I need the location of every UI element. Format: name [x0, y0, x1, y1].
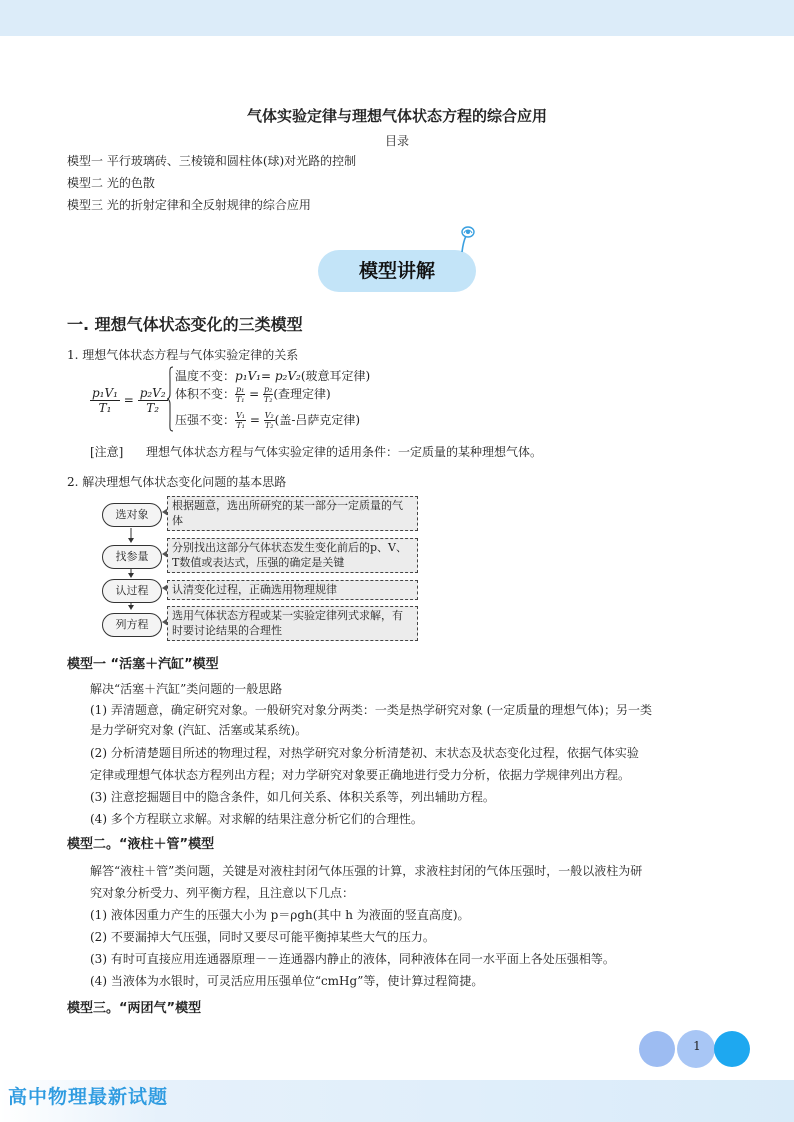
law-expression: p₁V₁= p₂V₂	[235, 369, 301, 383]
law-name: (盖-吕萨克定律)	[274, 413, 361, 427]
fraction-denominator: T₂	[263, 395, 273, 404]
toc-item[interactable]: 模型三 光的折射定律和全反射规律的综合应用	[67, 198, 311, 212]
condition-label: 温度不变：	[175, 369, 236, 383]
fraction-denominator: T₂	[146, 401, 160, 415]
paragraph-line: (3) 有时可直接应用连通器原理－－连通器内静止的液体，同种液体在同一水平面上各处压强相等。	[90, 952, 615, 966]
paragraph-line: 解答“液柱＋管”类问题，关键是对液柱封闭气体压强的计算，求液柱封闭的气体压强时，一般以液柱为研	[90, 864, 643, 878]
item-heading: 2. 解决理想气体状态变化问题的基本思路	[67, 475, 287, 489]
flow-step-oval: 列方程	[102, 613, 162, 637]
charles-law-line: 体积不变： $\frac{\text{p₁}}{\text{T₁}}$ = $\frac{\text{p₂}}{\text{T₂}}$ (查理定律)	[175, 385, 331, 404]
paragraph-line: (3) 注意挖掘题目中的隐含条件，如几何关系、体积关系等，列出辅助方程。	[90, 790, 495, 804]
model-heading: 模型一 “活塞＋汽缸”模型	[67, 657, 219, 672]
law-name: (查理定律)	[273, 387, 331, 401]
paragraph-line: (1) 液体因重力产生的压强大小为 p＝ρgh(其中 h 为液面的竖直高度)。	[90, 908, 470, 922]
condition-label: 体积不变：	[175, 387, 236, 401]
section-badge: 模型讲解	[318, 250, 476, 292]
model-heading: 模型三。“两团气”模型	[67, 1001, 202, 1016]
fraction-numerator: p₁V₁	[92, 386, 118, 400]
paragraph-line: (4) 多个方程联立求解。对求解的结果注意分析它们的合理性。	[90, 812, 423, 826]
left-brace	[166, 366, 174, 432]
paragraph-line: (2) 不要漏掉大气压强，同时又要尽可能平衡掉某些大气的压力。	[90, 930, 435, 944]
flow-step-oval: 找参量	[102, 545, 162, 569]
note-tag: [注意]	[90, 445, 124, 459]
fraction-denominator: T₁	[98, 401, 112, 415]
fraction-denominator: T₁	[235, 395, 245, 404]
fraction-numerator: p₂	[264, 385, 273, 394]
fraction-numerator: V₁	[236, 411, 245, 420]
flow-step-description: 分别找出这部分气体状态发生变化前后的p、V、T数值或表达式，压强的确定是关键	[167, 538, 418, 573]
paragraph-line: (4) 当液体为水银时，可灵活应用压强单位“cmHg”等，使计算过程简捷。	[90, 974, 484, 988]
model-heading: 模型二。“液柱＋管”模型	[67, 837, 215, 852]
toc-item[interactable]: 模型二 光的色散	[67, 176, 155, 190]
fraction-numerator: V₂	[264, 411, 274, 420]
paragraph-line: 是力学研究对象 (汽缸、活塞或某系统)。	[90, 723, 308, 737]
page-number: 1	[693, 1039, 701, 1053]
flow-step-oval: 认过程	[102, 579, 162, 603]
toc-item[interactable]: 模型一 平行玻璃砖、三棱镜和圆柱体(球)对光路的控制	[67, 154, 357, 168]
fraction-numerator: p₁	[236, 385, 245, 394]
condition-label: 压强不变：	[175, 413, 236, 427]
section-heading: 一. 理想气体状态变化的三类模型	[67, 315, 303, 334]
toc-heading: 目录	[384, 134, 409, 148]
boyle-law-line	[175, 367, 370, 384]
note-text: 理想气体状态方程与气体实验定律的适用条件：一定质量的某种理想气体。	[146, 445, 543, 459]
paragraph-line: 究对象分析受力、列平衡方程，且注意以下几点：	[90, 886, 355, 900]
model-intro: 解决“活塞＋汽缸”类问题的一般思路	[90, 682, 283, 696]
sprout-icon	[454, 224, 478, 254]
flow-step-description: 认清变化过程，正确选用物理规律	[167, 580, 418, 600]
paragraph-line: (2) 分析清楚题目所述的物理过程，对热学研究对象分析清楚初、末状态及状态变化过程，依据气体实验	[90, 746, 639, 760]
paragraph-line: 定律或理想气体状态方程列出方程；对力学研究对象要正确地进行受力分析，依据力学规律列出方程。	[90, 768, 631, 782]
state-equation: $\frac{\text{p₁V₁}}{\text{T₁}}$ = $\frac{\text{p₂V₂}}{\text{T₂}}$	[92, 386, 166, 415]
fraction-denominator: T₂	[264, 421, 274, 430]
item-heading: 1. 理想气体状态方程与气体实验定律的关系	[67, 348, 299, 362]
brand-logo-text: 高中物理最新试题	[8, 1086, 169, 1108]
fraction-numerator: p₂V₂	[139, 386, 166, 400]
document-title: 气体实验定律与理想气体状态方程的综合应用	[246, 107, 547, 125]
flow-step-oval: 选对象	[102, 503, 162, 527]
top-header-band	[0, 0, 794, 36]
law-name: (玻意耳定律)	[300, 369, 371, 383]
gay-lussac-law-line: 压强不变： $\frac{\text{V₁}}{\text{T₁}}$ = $\frac{\text{V₂}}{\text{T₂}}$ (盖-吕萨克定律)	[175, 411, 361, 430]
flow-step-description: 根据题意，选出所研究的某一部分一定质量的气体	[167, 496, 418, 531]
flow-step-description: 选用气体状态方程或某一实验定律列式求解，有时要讨论结果的合理性	[167, 606, 418, 641]
paragraph-line: (1) 弄清题意，确定研究对象。一般研究对象分两类：一类是热学研究对象 (一定质量的理想气体)；另一类	[90, 703, 652, 717]
fraction-denominator: T₁	[236, 421, 245, 430]
